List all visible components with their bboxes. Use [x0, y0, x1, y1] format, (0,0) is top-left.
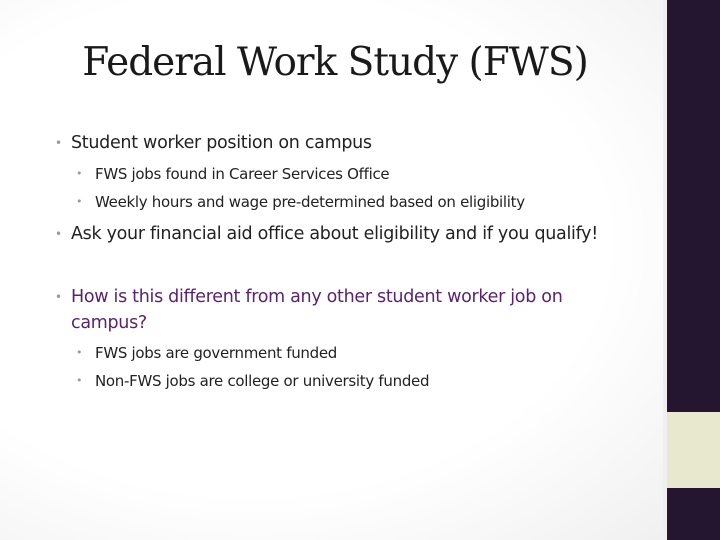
bullet-dot: • — [55, 290, 62, 304]
bullet-dot: • — [76, 195, 83, 208]
sub-bullet-text: Non-FWS jobs are college or university funded — [95, 372, 430, 390]
bullet-text: How is this different from any other student worker job on campus? — [71, 287, 563, 333]
bullet-text: Student worker position on campus — [71, 133, 372, 153]
sub-bullet-item — [76, 160, 615, 188]
slide-title: Federal Work Study (FWS) — [82, 40, 588, 85]
bullet-item — [55, 221, 671, 247]
sub-bullet-text: FWS jobs are government funded — [95, 344, 338, 362]
sub-bullet-text: Weekly hours and wage pre-determined based on eligibility — [95, 193, 525, 211]
sidebar-accent-block — [667, 412, 720, 488]
sub-bullet-text: FWS jobs found in Career Services Office — [95, 165, 390, 183]
bullet-text: Ask your financial aid office about eligibility and if you qualify! — [71, 224, 598, 244]
bullet-dot: • — [76, 167, 83, 180]
bullet-dot: • — [55, 227, 62, 241]
bullet-dot: • — [55, 136, 62, 150]
sub-bullet-item — [76, 339, 615, 367]
bullet-item — [55, 130, 631, 156]
sub-bullet-item — [76, 188, 615, 216]
sub-bullet-item — [76, 367, 615, 395]
bullet-dot: • — [76, 374, 83, 387]
bullet-item-question — [55, 284, 611, 336]
bullet-dot: • — [76, 346, 83, 359]
